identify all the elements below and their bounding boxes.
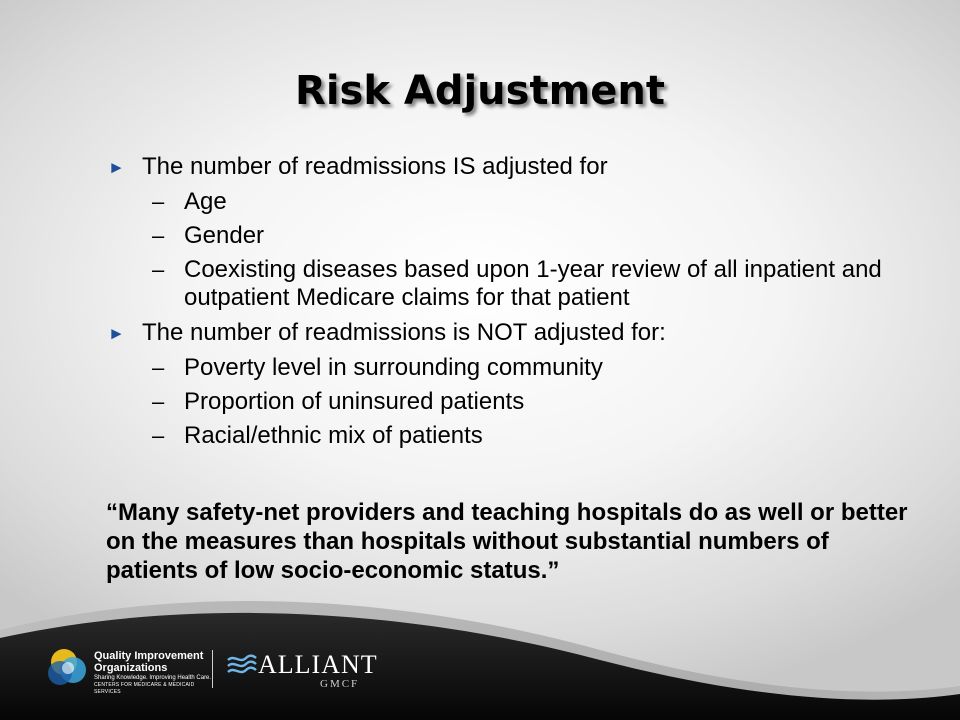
bullet-text: The number of readmissions IS adjusted for bbox=[142, 153, 608, 180]
sub-item bbox=[106, 188, 926, 216]
dash-icon: – bbox=[152, 355, 165, 380]
sub-item-text: Poverty level in surrounding community bbox=[184, 354, 603, 381]
slide-title: Risk Adjustment bbox=[295, 68, 665, 114]
sub-item-text: Racial/ethnic mix of patients bbox=[184, 422, 483, 449]
dash-icon: – bbox=[152, 189, 165, 214]
sub-item-text: Age bbox=[184, 188, 227, 215]
quote-text: “Many safety-net providers and teaching hospitals do as well or better on the measures than hospitals without substantial numbers of patients of low socio-economic status.” bbox=[106, 499, 908, 584]
sub-item bbox=[106, 354, 926, 382]
qio-circles-icon bbox=[44, 644, 90, 690]
sub-item bbox=[106, 222, 926, 250]
bullet-item bbox=[106, 318, 926, 348]
qio-name-line2: Organizations bbox=[94, 662, 168, 674]
dash-icon: – bbox=[152, 257, 165, 282]
bullet-item bbox=[106, 152, 926, 182]
qio-logo bbox=[44, 644, 214, 694]
qio-cms-label: CENTERS FOR MEDICARE & MEDICAID SERVICES bbox=[94, 682, 195, 695]
alliant-logo bbox=[226, 648, 376, 692]
qio-name-line1: Quality Improvement bbox=[94, 650, 204, 662]
wave-icon bbox=[226, 654, 258, 676]
alliant-sub: GMCF bbox=[320, 678, 360, 690]
sub-item-text: Coexisting diseases based upon 1-year review of all inpatient and outpatient Medicare claims for that patient bbox=[184, 256, 882, 311]
sub-item bbox=[106, 388, 926, 416]
sub-item-text: Proportion of uninsured patients bbox=[184, 388, 525, 415]
right-triangle-icon: ► bbox=[108, 158, 125, 177]
bullet-text: The number of readmissions is NOT adjusted for: bbox=[142, 319, 666, 346]
bullet-list bbox=[106, 152, 926, 456]
qio-tagline: Sharing Knowledge. Improving Health Care. bbox=[94, 675, 212, 681]
right-triangle-icon: ► bbox=[108, 324, 125, 343]
dash-icon: – bbox=[152, 223, 165, 248]
sub-item bbox=[106, 256, 926, 312]
dash-icon: – bbox=[152, 423, 165, 448]
sub-item bbox=[106, 422, 926, 450]
logo-divider bbox=[212, 650, 213, 688]
alliant-name: ALLIANT bbox=[258, 650, 378, 679]
sub-item-text: Gender bbox=[184, 222, 265, 249]
dash-icon: – bbox=[152, 389, 165, 414]
